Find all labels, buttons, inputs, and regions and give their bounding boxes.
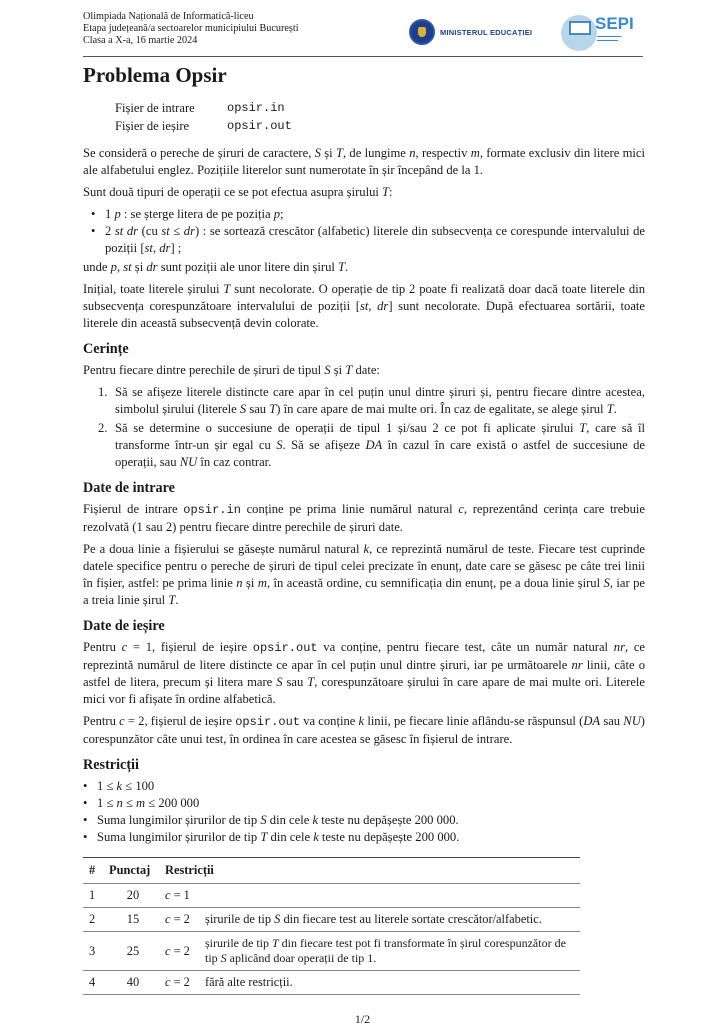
- text-run: , reprezentând cerința care trebuie rezolvată (1 sau 2) pentru fiecare dintre perechile de șiruri date.: [83, 502, 645, 534]
- math-symbol: S: [603, 576, 610, 590]
- math-symbol: T: [271, 936, 279, 950]
- text-run: Să se determine o succesiune de operații de tipul 1 și/sau 2 ce pot fi aplicate șirului: [115, 421, 580, 435]
- column-header-restrictions: Restricții: [161, 858, 580, 884]
- requirements-list: [98, 384, 646, 471]
- math-symbol: c: [165, 943, 171, 958]
- math-symbol: dr: [146, 260, 158, 274]
- math-symbol: c: [458, 502, 464, 516]
- table-row: [83, 932, 580, 971]
- text-run: 2: [105, 224, 115, 238]
- text-run: Fișierul de intrare: [83, 502, 184, 516]
- table-row: [83, 908, 580, 932]
- math-symbol: st: [144, 241, 153, 255]
- requirement-text: [115, 421, 645, 469]
- problem-statement: [83, 62, 645, 995]
- code-text: opsir.out: [252, 641, 318, 655]
- page-title: Problema Opsir: [83, 63, 227, 87]
- text-run: și: [330, 363, 346, 377]
- text-run: teste nu depășește 200 000.: [318, 830, 460, 844]
- math-symbol: c: [165, 912, 171, 926]
- math-symbol: c: [165, 975, 171, 989]
- restriction-item: [83, 795, 645, 812]
- text-run: = 1, fișierul de ieșire: [127, 640, 253, 654]
- math-symbol: T: [606, 402, 614, 416]
- text-run: ≤ 200 000: [145, 796, 200, 810]
- output-file-label: Fișier de ieșire: [115, 119, 190, 133]
- text-run: .: [175, 593, 179, 607]
- math-symbol: p: [114, 207, 121, 221]
- output-file-name: opsir.out: [227, 119, 292, 133]
- text-run: ) în care apare de mai multe ori. În caz de egalitate, se alege șirul: [276, 402, 607, 416]
- requirement-item: [98, 420, 646, 471]
- text-run: sau: [282, 675, 308, 689]
- text-run: = 2: [170, 975, 190, 989]
- operations-list: [91, 206, 645, 257]
- subtask-number: 2: [83, 908, 105, 932]
- text-run: unde: [83, 260, 111, 274]
- math-symbol: S: [314, 146, 321, 160]
- text-run: ;: [279, 207, 284, 221]
- intro-paragraph: [83, 145, 645, 179]
- text-run: ≤ 100: [122, 779, 155, 793]
- restriction-item: [83, 812, 645, 829]
- text-run: :: [389, 185, 393, 199]
- text-run: .: [345, 260, 349, 274]
- math-symbol: NU: [623, 714, 641, 728]
- text-run: va conține, pentru fiecare test, câte un număr natural: [317, 640, 614, 654]
- math-symbol: k: [313, 830, 319, 844]
- column-header-number: #: [83, 858, 105, 884]
- math-symbol: n: [236, 576, 243, 590]
- text-run: în cazul în care există o astfel de succesiune de operații, sau: [115, 438, 645, 469]
- math-symbol: nr: [571, 658, 583, 672]
- math-symbol: S: [276, 675, 283, 689]
- coloring-paragraph: [83, 281, 645, 332]
- text-run: = 2: [170, 912, 190, 926]
- math-symbol: k: [358, 714, 365, 728]
- subtask-description: [201, 971, 580, 995]
- math-symbol: p: [273, 207, 280, 221]
- subtask-score: 15: [105, 908, 161, 932]
- math-symbol: c: [121, 640, 128, 654]
- math-symbol: T: [223, 282, 231, 296]
- math-symbol: k: [363, 542, 370, 556]
- text-run: Se consideră o pereche de șiruri de caractere,: [83, 146, 315, 160]
- operations-intro: [83, 184, 645, 201]
- text-run: conține pe prima linie numărul natural: [240, 502, 459, 516]
- text-run: (cu: [138, 224, 162, 238]
- text-run: sunt necolorate. O operație de tip 2 poate fi realizată doar dacă toate literele din subsecvența corespunzătoare intervalului de poziții [: [83, 282, 645, 313]
- text-run: = 1: [170, 888, 190, 902]
- text-run: , care să îl transforme într-un șir egal cu: [115, 421, 646, 452]
- text-run: . Să se afișeze: [282, 438, 366, 452]
- math-symbol: m: [257, 576, 267, 590]
- math-symbol: T: [579, 421, 587, 435]
- math-symbol: st: [359, 299, 369, 313]
- sepi-logo-text: SEPI: [595, 14, 634, 33]
- contest-name: Olimpiada Națională de Informatică-liceu: [83, 11, 254, 22]
- math-symbol: S: [239, 402, 247, 416]
- text-run: Să se afișeze literele distincte care apar în cel puțin unul dintre șiruri și, pentru fiecare dintre acestea, simbolul șirului (literele: [115, 385, 645, 416]
- contest-class-date: Clasa a X-a, 16 martie 2024: [83, 35, 198, 46]
- text-run: ] ;: [170, 241, 182, 255]
- math-symbol: S: [274, 912, 281, 926]
- computer-icon: [569, 21, 591, 35]
- math-symbol: st ≤ dr: [161, 224, 196, 238]
- math-symbol: m: [470, 146, 480, 160]
- math-symbol: n: [409, 146, 416, 160]
- math-symbol: st: [123, 260, 132, 274]
- text-run: șirurile de tip: [205, 936, 272, 950]
- text-run: = 2, fișierul de ieșire: [124, 714, 236, 728]
- table-row: [83, 884, 580, 908]
- math-symbol: T: [168, 593, 176, 607]
- text-run: va conține: [300, 714, 359, 728]
- requirement-item: [98, 384, 645, 418]
- text-run: ,: [116, 260, 124, 274]
- input-file-name: opsir.in: [227, 101, 285, 115]
- text-run: Sunt două tipuri de operații ce se pot efectua asupra șirului: [83, 185, 383, 199]
- operation-type-2: [91, 223, 645, 257]
- math-symbol: DA: [365, 438, 383, 452]
- text-run: linii, câte o astfel de litera, precum și litera mare: [83, 658, 645, 689]
- math-symbol: k: [312, 813, 319, 827]
- input-paragraph: [83, 501, 645, 536]
- text-run: , formate exclusiv din litere mici ale alfabetului englez. Pozițiile literelor sunt numerotate în șir începând de la 1.: [83, 146, 645, 177]
- math-symbol: T: [269, 402, 277, 416]
- text-run: din fiecare test pot fi transformate în șirul corespunzător de tip: [205, 936, 566, 965]
- text-run: 1 ≤: [97, 796, 117, 810]
- math-symbol: k: [116, 779, 123, 793]
- text-run: Suma lungimilor șirurilor de tip: [97, 813, 261, 827]
- text-run: și: [131, 260, 147, 274]
- text-run: , ce reprezintă numărul de litere distincte ce apar în cel puțin unul dintre șiruri, iar pe următoarele: [83, 640, 645, 672]
- math-symbol: S: [220, 951, 227, 965]
- text-run: șirurile de tip: [205, 912, 275, 926]
- output-paragraph: [83, 639, 645, 708]
- table-row: [83, 971, 580, 995]
- math-symbol: c: [165, 888, 171, 902]
- text-run: Pe a doua linie a fișierului se găsește numărul natural: [83, 542, 364, 556]
- restriction-item: [83, 778, 645, 795]
- math-symbol: dr: [377, 299, 389, 313]
- math-symbol: T: [382, 185, 390, 199]
- sepi-logo: SEPI ▬▬▬▬▬▬▬ ▬▬▬▬▬▬: [559, 15, 639, 51]
- page-number: 1/2: [354, 1012, 371, 1026]
- math-symbol: S: [324, 363, 331, 377]
- text-run: sau: [600, 714, 624, 728]
- text-run: din cele: [266, 813, 313, 827]
- math-symbol: c: [119, 714, 125, 728]
- code-text: opsir.in: [183, 503, 241, 517]
- math-symbol: S: [276, 438, 283, 452]
- text-run: și: [242, 576, 258, 590]
- subtask-number: 1: [83, 884, 105, 908]
- section-heading-requirements: Cerințe: [83, 341, 129, 357]
- code-text: opsir.out: [235, 715, 300, 729]
- text-run: Pentru: [83, 640, 122, 654]
- text-run: ) corespunzător câte unui test, în ordinea în care acestea se găsesc în fișierul de intrare.: [83, 714, 645, 746]
- math-symbol: dr: [159, 241, 171, 255]
- subtask-description: [201, 884, 580, 908]
- math-symbol: st dr: [114, 224, 139, 238]
- contest-stage: Etapa județeană/a sectoarelor municipiului București: [83, 23, 299, 34]
- subtasks-table: [83, 857, 580, 995]
- text-run: sau: [246, 402, 270, 416]
- text-run: Pentru fiecare dintre perechile de șiruri de tipul: [83, 363, 325, 377]
- math-symbol: DA: [583, 714, 601, 728]
- text-run: date:: [352, 363, 380, 377]
- subtask-number: 4: [83, 971, 105, 995]
- math-symbol: T: [345, 363, 353, 377]
- requirements-intro: [83, 362, 645, 379]
- restrictions-list: [83, 778, 645, 846]
- requirement-number: 2.: [98, 421, 108, 435]
- requirement-number: 1.: [98, 385, 108, 399]
- text-run: 1 ≤: [97, 779, 117, 793]
- text-run: fără alte restricții.: [205, 975, 293, 989]
- text-run: ≤: [122, 796, 137, 810]
- section-heading-restrictions: Restricții: [83, 757, 139, 773]
- math-symbol: n: [116, 796, 123, 810]
- text-run: teste nu depășește 200 000.: [318, 813, 459, 827]
- text-run: , de lungime: [342, 146, 410, 160]
- subtask-description: [201, 932, 580, 971]
- input-file-label: Fișier de intrare: [115, 101, 195, 115]
- text-run: ] sunt necolorate. După efectuarea sortării, toate literele din această subsecvență devin colorate.: [83, 299, 645, 330]
- output-paragraph: [83, 713, 645, 748]
- table-header-row: [83, 858, 580, 884]
- restriction-item: [83, 829, 645, 846]
- text-run: , iar pe a treia linie șirul: [83, 576, 645, 607]
- text-run: ,: [368, 299, 378, 313]
- file-info: [115, 100, 645, 136]
- text-run: ) : se sortează crescător (alfabetic) literele din subsecvența ce corespunde intervalului de poziții [: [105, 224, 645, 255]
- math-symbol: T: [335, 146, 343, 160]
- text-run: , corespunzătoare șirului în care apare de mai multe ori. Literele mici vor fi afișate în ordine alfabetică.: [83, 675, 645, 706]
- subtask-condition: [161, 932, 201, 971]
- subtask-description: [201, 908, 580, 932]
- math-symbol: NU: [179, 455, 198, 469]
- math-symbol: m: [136, 796, 146, 810]
- text-run: aplicând doar operații de tip 1.: [226, 951, 377, 965]
- subtask-score: 20: [105, 884, 161, 908]
- text-run: = 2: [170, 943, 190, 958]
- text-run: : se șterge litera de pe poziția: [120, 207, 274, 221]
- text-run: și: [320, 146, 336, 160]
- subtask-score: 40: [105, 971, 161, 995]
- column-header-score: Punctaj: [105, 858, 161, 884]
- text-run: 1: [105, 207, 115, 221]
- page-header: [83, 11, 643, 57]
- subtask-score: 25: [105, 932, 161, 971]
- math-symbol: T: [260, 830, 268, 844]
- section-heading-output: Date de ieșire: [83, 618, 165, 634]
- text-run: .: [613, 402, 617, 416]
- text-run: , în această ordine, cu semnificația din enunț, pe a doua linie șirul: [266, 576, 604, 590]
- math-symbol: S: [260, 813, 267, 827]
- subtask-number: 3: [83, 932, 105, 971]
- input-paragraph: [83, 541, 645, 609]
- operation-type-1: [91, 206, 645, 223]
- text-run: în caz contrar.: [197, 455, 272, 469]
- text-run: Pentru: [83, 714, 120, 728]
- subtask-condition: [161, 908, 201, 932]
- text-run: din fiecare test au literele sortate crescător/alfabetic.: [280, 912, 542, 926]
- requirement-text: [115, 385, 645, 416]
- text-run: Inițial, toate literele șirului: [83, 282, 224, 296]
- math-symbol: p: [110, 260, 117, 274]
- ministry-logo: [409, 19, 532, 45]
- math-symbol: T: [338, 260, 346, 274]
- text-run: Suma lungimilor șirurilor de tip: [97, 830, 261, 844]
- ministry-logo-text: MINISTERUL EDUCAȚIEI: [440, 27, 533, 37]
- text-run: din cele: [267, 830, 314, 844]
- text-run: , ce reprezintă numărul de teste. Fiecare test cuprinde datele specifice pentru o pereche de șiruri de tipul celei precizate în enunț, date care se găsesc pe câte trei linii în fișier, astfel: pe prima linie: [83, 542, 645, 590]
- text-run: sunt poziții ale unor litere din șirul: [157, 260, 339, 274]
- coat-of-arms-icon: [409, 19, 435, 45]
- text-run: ,: [152, 241, 160, 255]
- subtask-condition: [161, 884, 201, 908]
- text-run: linii, pe fiecare linie aflându-se răspunsul (: [364, 714, 584, 728]
- math-symbol: T: [307, 675, 315, 689]
- section-heading-input: Date de intrare: [83, 480, 175, 496]
- text-run: , respectiv: [415, 146, 471, 160]
- positions-note: [83, 259, 645, 276]
- math-symbol: nr: [613, 640, 625, 654]
- subtask-condition: [161, 971, 201, 995]
